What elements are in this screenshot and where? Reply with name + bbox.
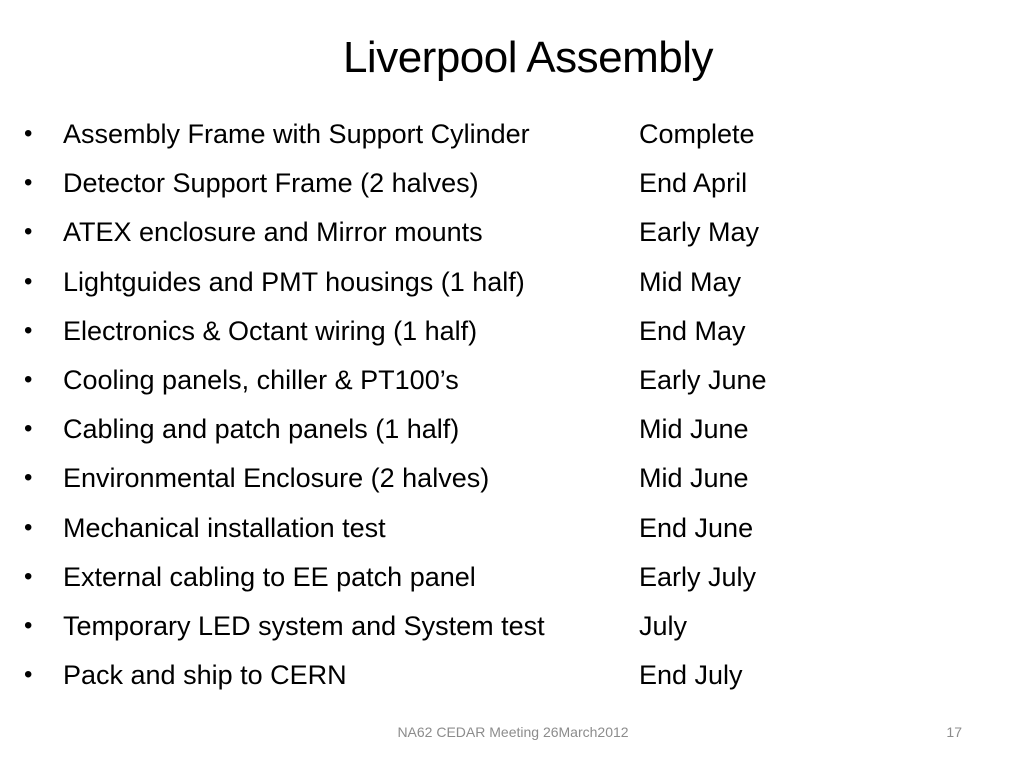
task-label: Assembly Frame with Support Cylinder (63, 119, 530, 149)
task-date: Complete (639, 119, 755, 149)
task-label: Lightguides and PMT housings (1 half) (63, 266, 525, 297)
task-label: Environmental Enclosure (2 halves) (63, 463, 490, 494)
bullet-icon: • (24, 218, 33, 246)
bullet-icon: • (24, 267, 33, 295)
bullet-icon: • (24, 464, 33, 492)
task-label: Temporary LED system and System test (63, 610, 545, 641)
task-date: Mid June (639, 414, 749, 445)
task-date: Mid May (639, 266, 742, 297)
task-date: Early May (639, 217, 760, 248)
bullet-icon: • (24, 169, 33, 197)
task-date: End April (639, 168, 748, 199)
task-date: End July (639, 660, 743, 691)
task-label: Cooling panels, chiller & PT100’s (63, 364, 459, 395)
bullet-icon: • (24, 415, 33, 443)
task-label: Cabling and patch panels (1 half) (63, 414, 460, 445)
task-label: Mechanical installation test (63, 512, 386, 543)
bullet-icon: • (24, 562, 33, 590)
slide-footer: NA62 CEDAR Meeting 26March2012 (397, 724, 629, 740)
task-date: End June (639, 512, 754, 543)
bullet-icon: • (24, 513, 33, 541)
task-label: Electronics & Octant wiring (1 half) (63, 315, 478, 346)
task-date: Early June (639, 364, 767, 395)
page-number: 17 (946, 724, 962, 740)
slide-title: Liverpool Assembly (342, 33, 714, 82)
task-label: ATEX enclosure and Mirror mounts (63, 217, 483, 248)
task-date: July (639, 610, 688, 641)
task-label: External cabling to EE patch panel (63, 561, 476, 592)
bullet-icon: • (24, 611, 33, 639)
task-label: Detector Support Frame (2 halves) (63, 168, 479, 199)
bullet-icon: • (24, 365, 33, 393)
task-date: Early July (639, 561, 757, 592)
bullet-icon: • (24, 661, 33, 689)
task-date: End May (639, 315, 746, 346)
bullet-icon: • (24, 120, 33, 147)
bullet-icon: • (24, 316, 33, 344)
task-label: Pack and ship to CERN (63, 660, 347, 691)
task-date: Mid June (639, 463, 749, 494)
